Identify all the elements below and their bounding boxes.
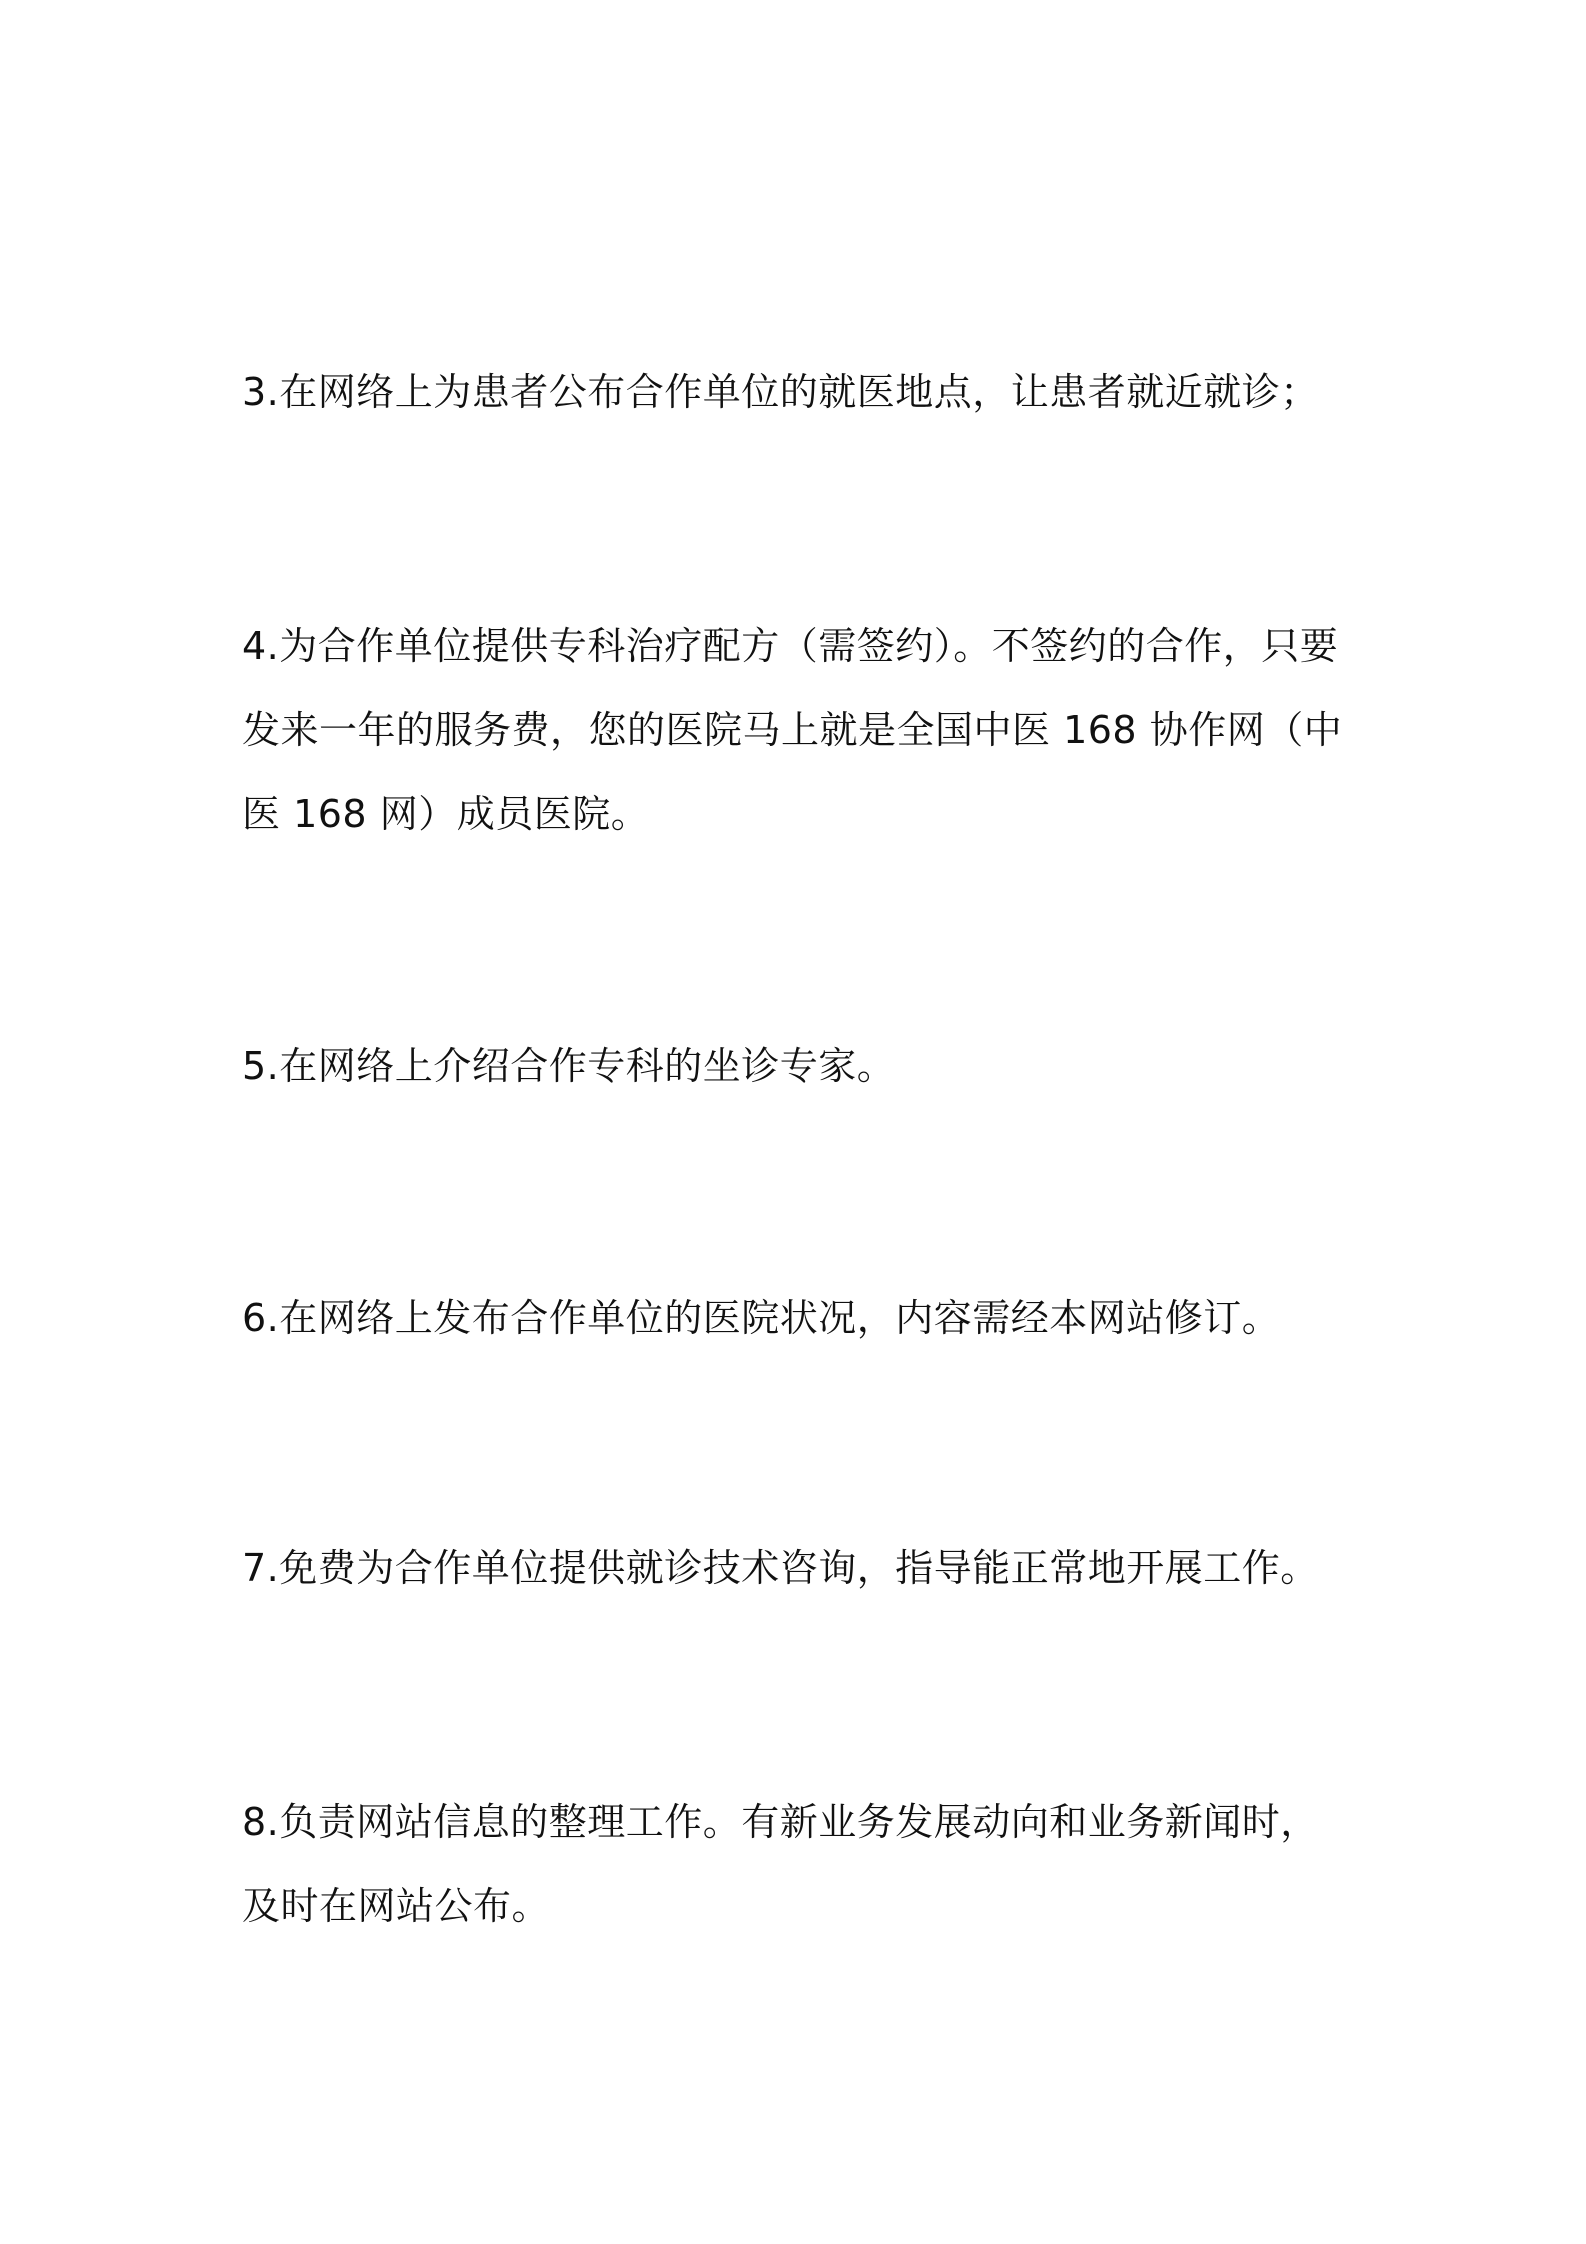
- paragraph-item-4: 4.为合作单位提供专科治疗配方（需签约）。不签约的合作，只要发来一年的服务费，您的医院马上就是全国中医 168 协作网（中医 168 网）成员医院。: [242, 624, 1343, 836]
- paragraph-item-8: 8.负责网站信息的整理工作。有新业务发展动向和业务新闻时，及时在网站公布。: [242, 1800, 1319, 1928]
- paragraph-item-3: 3.在网络上为患者公布合作单位的就医地点，让患者就近就诊；: [242, 370, 1319, 414]
- paragraph-item-6: 6.在网络上发布合作单位的医院状况，内容需经本网站修订。: [242, 1296, 1281, 1340]
- paragraph-item-7: 7.免费为合作单位提供就诊技术咨询，指导能正常地开展工作。: [242, 1546, 1319, 1590]
- paragraph-item-5: 5.在网络上介绍合作专科的坐诊专家。: [242, 1044, 896, 1088]
